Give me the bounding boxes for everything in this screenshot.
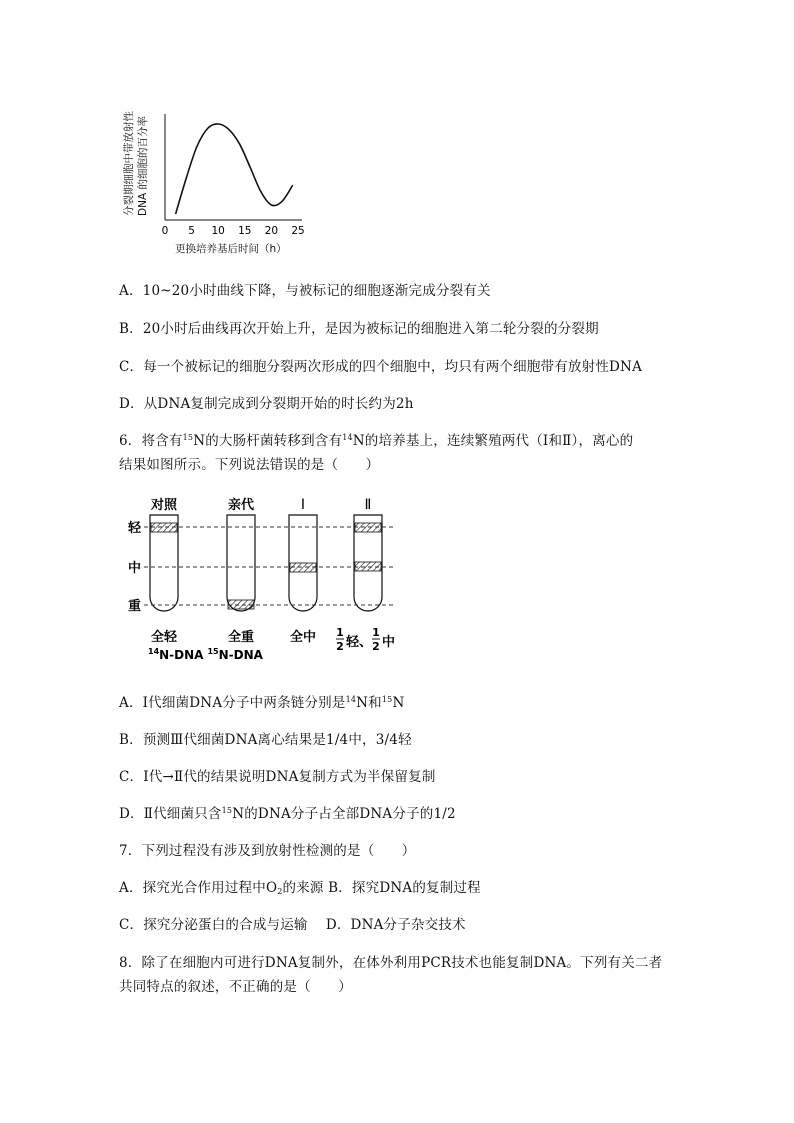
fraction-light-num: 1	[336, 626, 344, 639]
q8-stem-line1: 8．除了在细胞内可进行DNA复制外，在体外利用PCR技术也能复制DNA。下列有关二者	[119, 955, 663, 971]
graph-x-tick-label: 20	[264, 225, 279, 237]
q5-option-d: D．从DNA复制完成到分裂期开始的时长约为2h	[119, 396, 414, 412]
fraction-mid-num: 1	[372, 626, 380, 639]
q6-option-a-sup1: 14	[345, 695, 357, 704]
q6-stem-text-a: 6．将含有	[119, 433, 183, 449]
graph-xlabel: 更换培养基后时间（h）	[175, 243, 287, 255]
dna15-text: N-DNA	[218, 648, 263, 662]
dna14-sup: 14	[148, 647, 160, 656]
graph-x-tick-label: 0	[161, 225, 169, 237]
q6-option-d	[119, 802, 456, 822]
graph-x-tick-label: 10	[211, 225, 225, 237]
q6-option-a-text3: N	[392, 695, 405, 711]
tube-parent	[227, 515, 255, 611]
tube-result-control: 全轻	[150, 630, 178, 645]
tube-result-gen2	[336, 626, 395, 653]
band-gen2-light	[355, 523, 381, 532]
q7-option-ab-rest: 的来源 B．探究DNA的复制过程	[282, 880, 481, 896]
q6-option-b: B．预测Ⅲ代细菌DNA离心结果是1/4中，3/4轻	[119, 732, 412, 748]
q8-stem-line2: 共同特点的叙述，不正确的是（ ）	[119, 979, 352, 995]
level-label-heavy: 重	[128, 599, 142, 614]
q5-option-c: C．每一个被标记的细胞分裂两次形成的四个细胞中，均只有两个细胞带有放射性DNA	[119, 359, 643, 375]
radioactivity-line-graph	[118, 100, 318, 260]
fraction-mid-den: 2	[372, 640, 380, 653]
q7-stem: 7．下列过程没有涉及到放射性检测的是（ ）	[119, 843, 416, 859]
q6-option-a-sup2: 15	[381, 695, 393, 704]
q6-stem-text-b: N的大肠杆菌转移到含有	[193, 433, 343, 449]
tube-label-gen2: Ⅱ	[364, 497, 372, 513]
graph-x-tick-label: 5	[188, 225, 195, 237]
q6-stem-line2: 结果如图所示。下列说法错误的是（ ）	[119, 457, 380, 473]
q7-options-ab	[119, 876, 481, 896]
q6-option-c: C．Ⅰ代→Ⅱ代的结果说明DNA复制方式为半保留复制	[119, 769, 436, 785]
q6-option-d-sup: 15	[221, 806, 233, 815]
q6-option-d-text1: D．Ⅱ代细菌只含	[119, 806, 222, 822]
q6-option-a-text1: A．Ⅰ代细菌DNA分子中两条链分别是	[119, 695, 346, 711]
band-gen2-middle	[355, 562, 381, 571]
dna15-sup: 15	[207, 647, 219, 656]
q6-option-d-text2: N的DNA分子占全部DNA分子的1/2	[232, 806, 456, 822]
fraction-light-den: 2	[336, 640, 344, 653]
band-parent-heavy	[228, 600, 254, 609]
level-label-light: 轻	[128, 521, 142, 536]
centrifuge-tubes-figure	[128, 493, 408, 668]
tube-label-control: 对照	[150, 498, 178, 513]
tube-label-parent: 亲代	[227, 498, 255, 513]
level-label-middle: 中	[128, 561, 142, 576]
result-mid-text: 中	[382, 635, 396, 650]
q6-stem-sup15: 15	[182, 433, 194, 442]
q6-stem-line1	[119, 429, 633, 449]
tube-result-parent: 全重	[227, 630, 255, 645]
q6-option-a-text2: N和	[356, 695, 382, 711]
graph-x-tick-label: 25	[291, 225, 305, 237]
q5-option-b: B．20小时后曲线再次开始上升，是因为被标记的细胞进入第二轮分裂的分裂期	[119, 321, 599, 337]
dna14-text: N-DNA	[159, 648, 204, 662]
band-gen1-middle	[290, 563, 316, 572]
result-light-text: 轻、	[346, 635, 373, 650]
q5-option-a: A．10~20小时曲线下降，与被标记的细胞逐渐完成分裂有关	[119, 283, 491, 299]
graph-x-ticks	[162, 225, 305, 237]
q6-stem-text-c: N的培养基上，连续繁殖两代（Ⅰ和Ⅱ），离心的	[352, 433, 634, 449]
tube-result-gen1: 全中	[289, 630, 317, 645]
graph-curve	[176, 124, 293, 214]
graph-ylabel-line1: 分裂期细胞中带放射性	[123, 111, 135, 216]
q7-option-a-sub: 2	[277, 887, 283, 896]
q6-stem-sup14: 14	[342, 433, 353, 442]
tube-label-gen1: Ⅰ	[300, 497, 306, 513]
q7-option-a-text: A．探究光合作用过程中O	[119, 880, 278, 896]
dna-labels	[148, 647, 264, 662]
graph-x-tick-label: 15	[238, 225, 252, 237]
graph-ylabel-line2: DNA 的细胞的百分率	[137, 116, 149, 216]
q6-option-a	[119, 691, 405, 711]
q7-options-cd: C．探究分泌蛋白的合成与运输 D．DNA分子杂交技术	[119, 917, 466, 933]
band-control-light	[151, 523, 177, 532]
